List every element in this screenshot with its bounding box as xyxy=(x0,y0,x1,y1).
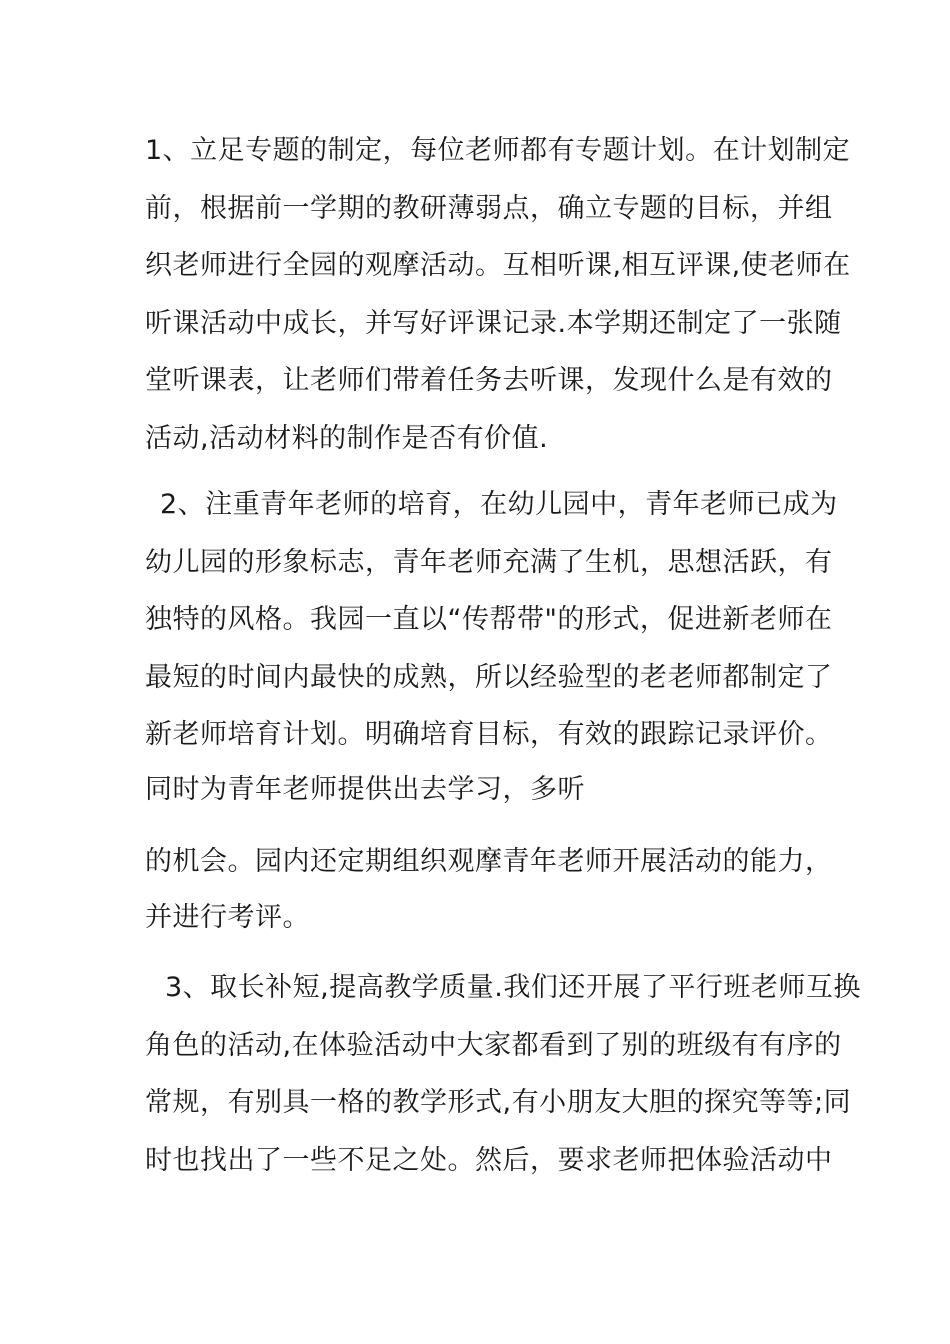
text-line: 最短的时间内最快的成熟，所以经验型的老老师都制定了 xyxy=(145,662,833,693)
text-line: 角色的活动,在体验活动中大家都看到了别的班级有有序的 xyxy=(145,1030,842,1061)
text-line: 同时为青年老师提供出去学习，多听 xyxy=(145,774,585,805)
text-line: 的机会。园内还定期组织观摩青年老师开展活动的能力， xyxy=(145,846,833,877)
text-line: 幼儿园的形象标志，青年老师充满了生机，思想活跃，有 xyxy=(145,547,833,578)
text-line: 常规，有别具一格的教学形式,有小朋友大胆的探究等等;同 xyxy=(145,1087,852,1118)
text-line: 前，根据前一学期的教研薄弱点，确立专题的目标，并组 xyxy=(145,193,833,224)
text-line: 时也找出了一些不足之处。然后，要求老师把体验活动中 xyxy=(145,1145,833,1176)
text-line: 活动,活动材料的制作是否有价值. xyxy=(145,423,549,454)
text-line: 3、取长补短,提高教学质量.我们还开展了平行班老师互换 xyxy=(165,972,861,1003)
text-line: 2、注重青年老师的培育，在幼儿园中，青年老师已成为 xyxy=(160,489,838,520)
text-line: 织老师进行全园的观摩活动。互相听课,相互评课,使老师在 xyxy=(145,250,851,281)
text-line: 新老师培育计划。明确培育目标，有效的跟踪记录评价。 xyxy=(145,719,833,750)
text-line: 堂听课表，让老师们带着任务去听课，发现什么是有效的 xyxy=(145,365,833,396)
text-line: 并进行考评。 xyxy=(145,902,310,933)
text-line: 1、立足专题的制定，每位老师都有专题计划。在计划制定 xyxy=(145,135,851,166)
text-line: 独特的风格。我园一直以“传帮带"的形式，促进新老师在 xyxy=(145,604,833,635)
text-line: 听课活动中成长，并写好评课记录.本学期还制定了一张随 xyxy=(145,308,842,339)
